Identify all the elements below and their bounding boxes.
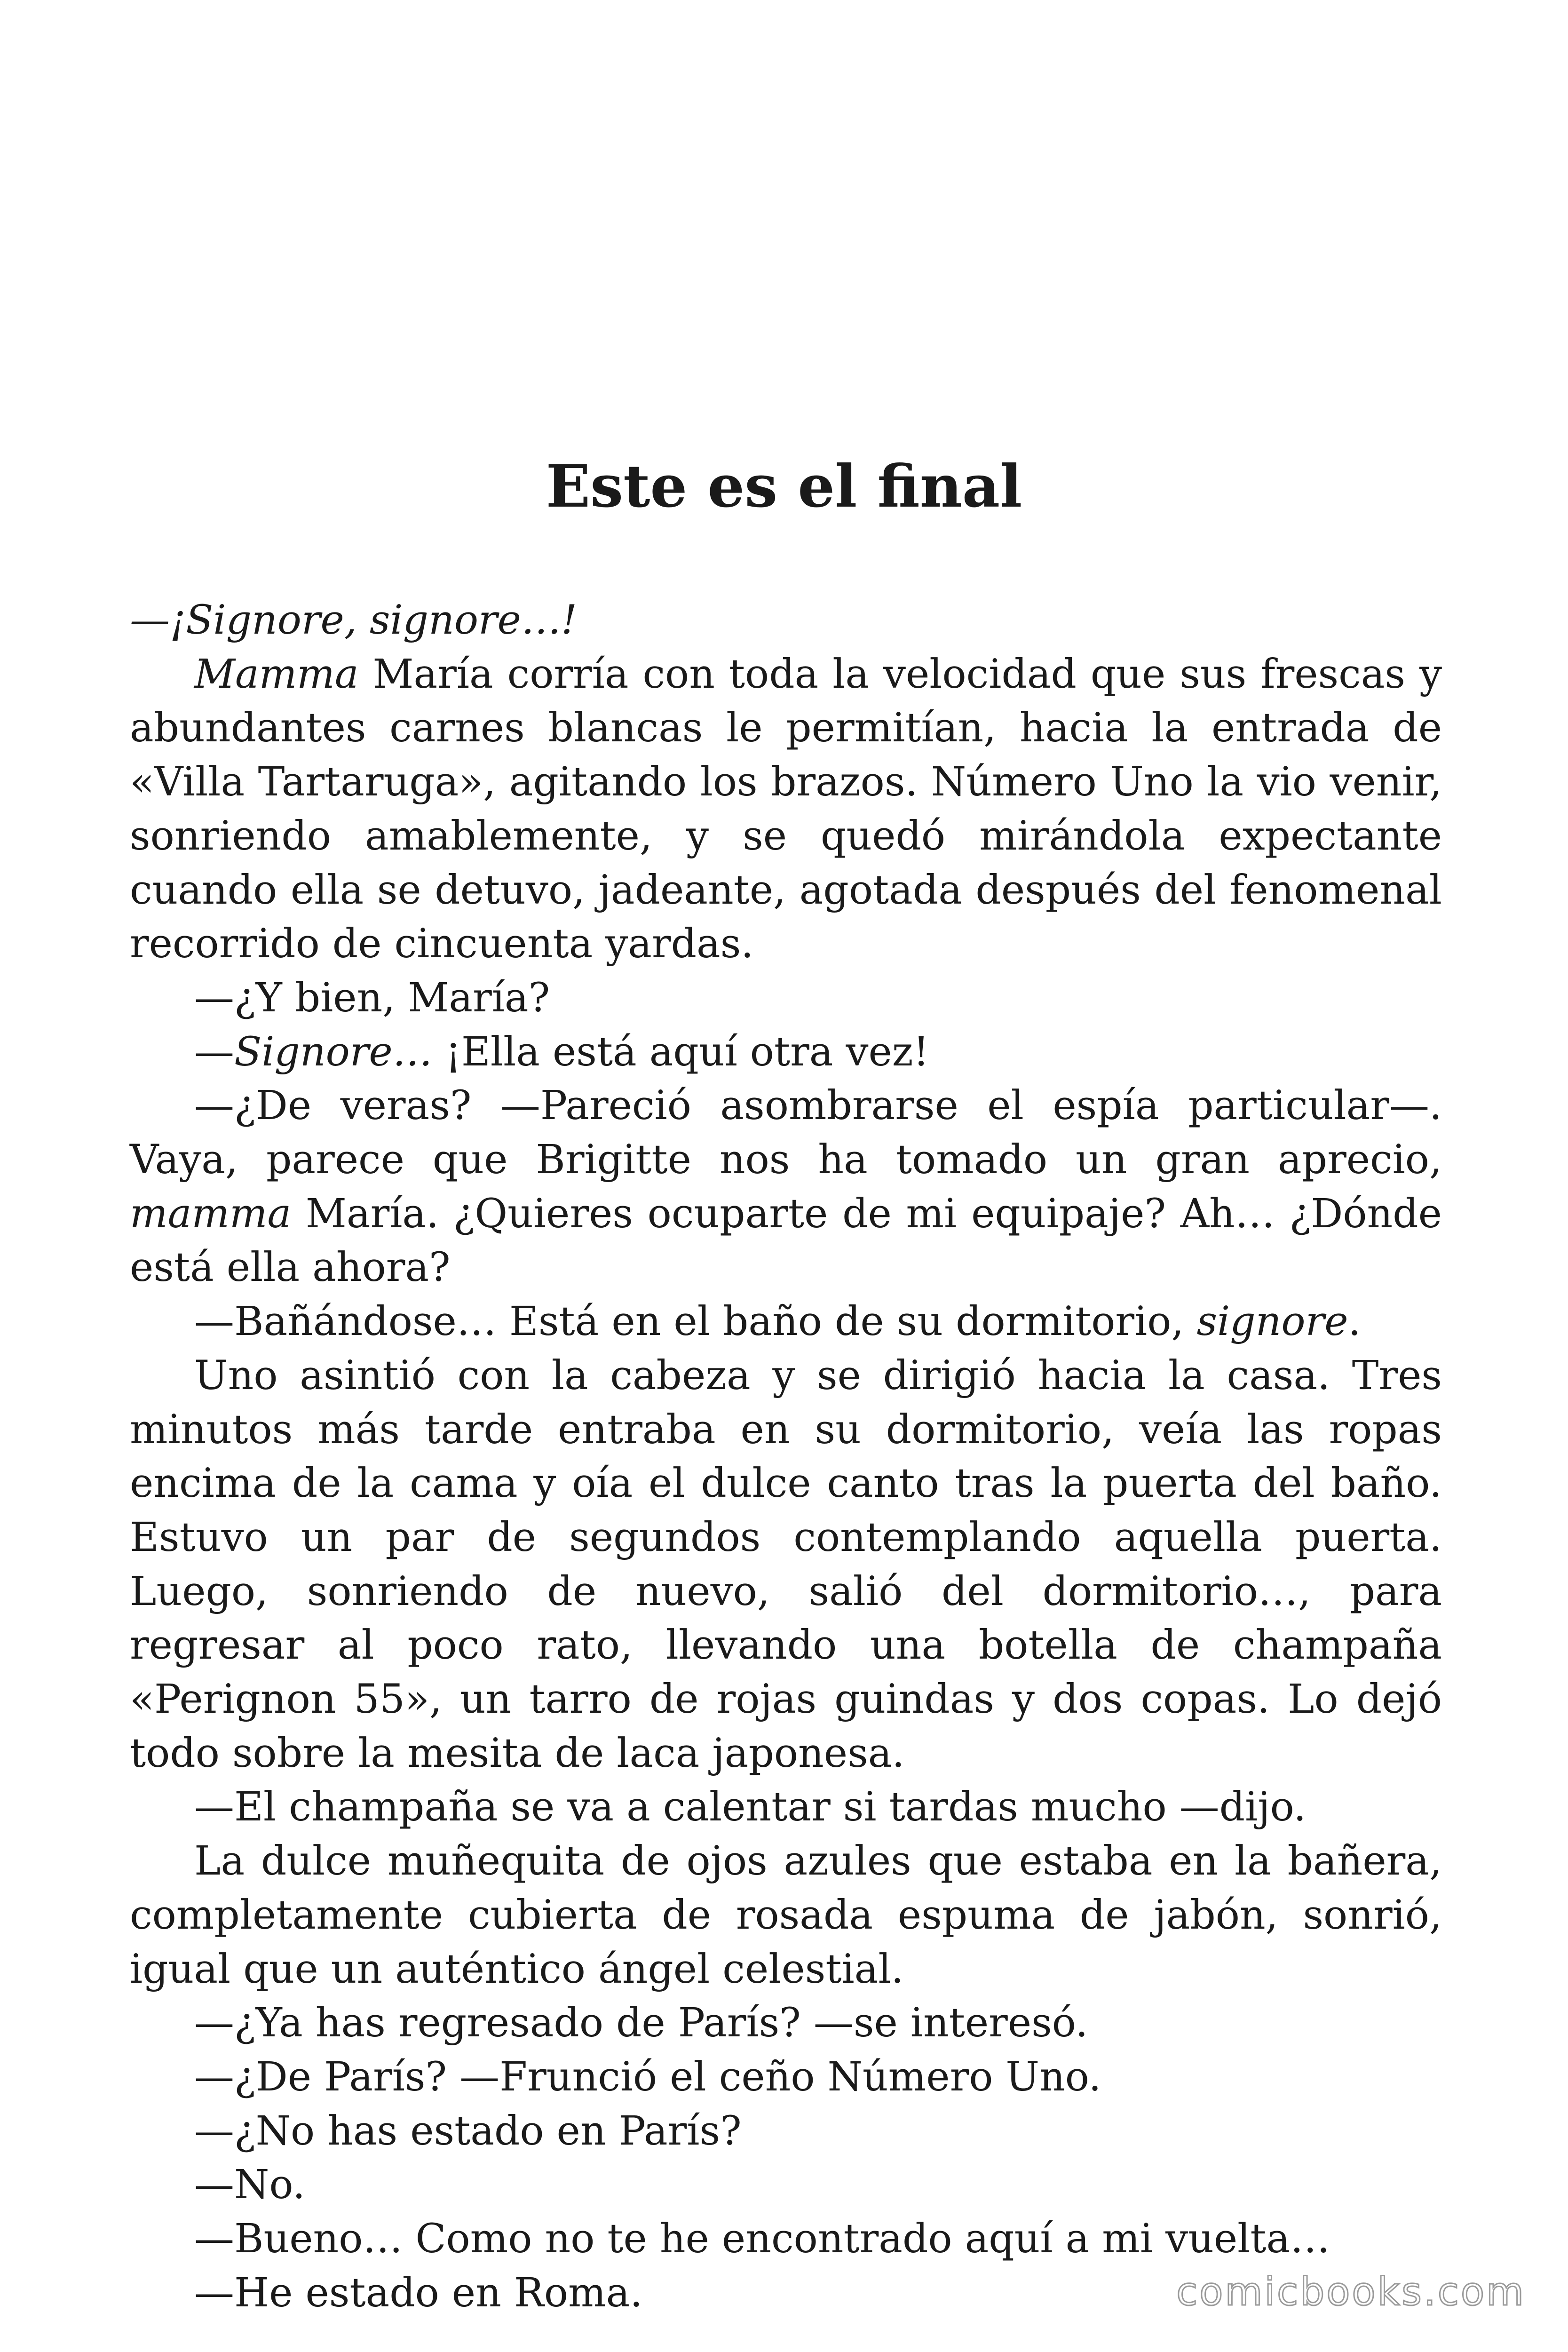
paragraph-segment: —Bañándose… Está en el baño de su dormitorio, <box>194 1298 1197 1345</box>
paragraph <box>130 1349 1442 1781</box>
paragraph-segment: —¿De París? —Frunció el ceño Número Uno. <box>194 2053 1101 2100</box>
paragraph-segment: —El champaña se va a calentar si tardas mucho —dijo. <box>194 1784 1307 1831</box>
chapter-title: Este es el final <box>546 453 1022 521</box>
paragraph <box>130 648 1442 971</box>
paragraph <box>130 2158 1442 2212</box>
paragraph-segment: Uno asintió con la cabeza y se dirigió hacia la casa. Tres minutos más tarde entraba en su dormitorio, veía las ropas encima de la cama y oía el dulce canto tras la puerta del baño. Estuvo un par de segundos contemplando aquella puerta. Luego, sonriendo de nuevo, salió del dormitorio…, para regresar al poco rato, llevando una botella de champaña «Perignon 55», un tarro de rojas guindas y dos copas. Lo dejó todo sobre la mesita de laca japonesa. <box>130 1352 1442 1777</box>
paragraph-segment: . <box>1348 1298 1361 1345</box>
paragraph <box>130 2105 1442 2159</box>
paragraph <box>130 1780 1442 1835</box>
paragraph-segment: —¿Y bien, María? <box>194 974 550 1021</box>
paragraph <box>130 971 1442 1025</box>
paragraph-segment: — <box>194 1028 234 1075</box>
paragraph <box>130 1025 1442 1080</box>
paragraph-segment: —He estado en Roma. <box>194 2269 643 2316</box>
paragraph-segment: mamma <box>130 1190 292 1237</box>
paragraph-segment: ¡Ella está aquí otra vez! <box>432 1028 929 1075</box>
paragraph-segment: —No. <box>194 2161 306 2209</box>
paragraph-segment: María. ¿Quieres ocuparte de mi equipaje? Ah… ¿Dónde está ella ahora? <box>130 1190 1442 1291</box>
paragraph-segment: —¿De veras? —Pareció asombrarse el espía particular—. Vaya, parece que Brigitte nos ha tomado un gran aprecio, <box>130 1082 1442 1184</box>
paragraph-segment: signore <box>1196 1298 1348 1345</box>
paragraph-segment: Signore… <box>234 1028 433 1075</box>
paragraph-segment: —¡Signore, signore…! <box>130 597 578 644</box>
paragraph <box>130 1079 1442 1295</box>
paragraph <box>130 1295 1442 1349</box>
paragraph-segment: —Bueno… Como no te he encontrado aquí a mi vuelta… <box>194 2216 1330 2263</box>
paragraph <box>130 1835 1442 1996</box>
paragraph <box>130 2050 1442 2105</box>
paragraph-segment: —¿Ya has regresado de París? —se interesó. <box>194 2000 1088 2047</box>
paragraph <box>130 2212 1442 2266</box>
paragraph <box>130 1996 1442 2050</box>
paragraph-segment: —¿No has estado en París? <box>194 2107 742 2154</box>
chapter-body <box>130 594 1442 2320</box>
paragraph-segment: Mamma <box>194 651 359 698</box>
paragraph <box>130 594 1442 648</box>
paragraph-segment: María corría con toda la velocidad que sus frescas y abundantes carnes blancas le permitían, hacia la entrada de «Villa Tartaruga», agitando los brazos. Número Uno la vio venir, sonriendo amablemente, y se quedó mirándola expectante cuando ella se detuvo, jadeante, agotada después del fenomenal recorrido de cincuenta yardas. <box>130 651 1442 968</box>
paragraph-segment: La dulce muñequita de ojos azules que estaba en la bañera, completamente cubierta de rosada espuma de jabón, sonrió, igual que un auténtico ángel celestial. <box>130 1838 1442 1993</box>
site-watermark: comicbooks.com <box>1176 2270 1526 2314</box>
